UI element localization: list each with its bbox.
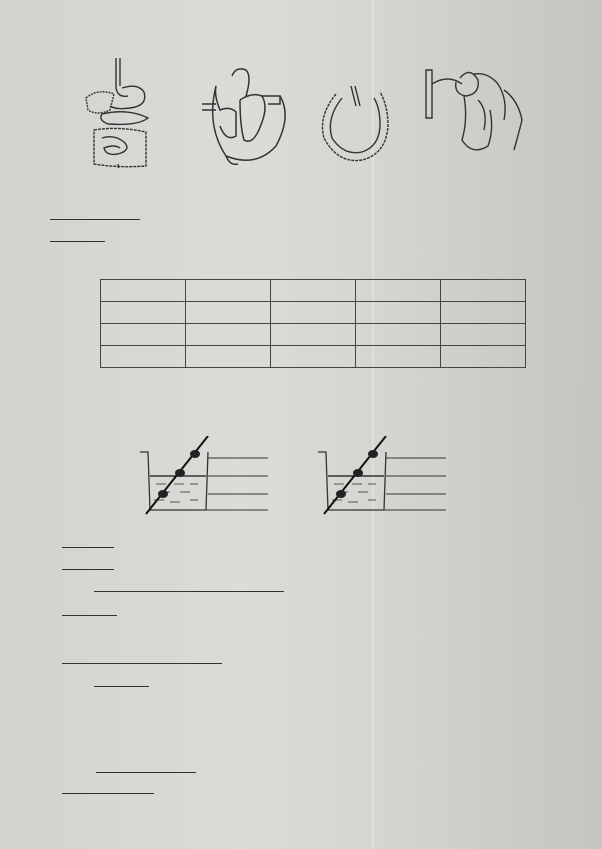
q29-sub2-answer-blank[interactable]: [50, 205, 140, 220]
q30-sub4: [62, 649, 222, 670]
table-header: [441, 280, 526, 302]
table-row: [101, 346, 526, 368]
table-header: [186, 280, 271, 302]
table-cell: [186, 324, 271, 346]
q30-sub1-answer-blank[interactable]: [62, 533, 114, 548]
table-cell: [356, 346, 441, 368]
nephron-diagram: [418, 60, 538, 160]
table-cell: [441, 346, 526, 368]
q30-sub4-condition-blank[interactable]: [62, 649, 222, 664]
q30-sub2-conclusion-blank[interactable]: [94, 577, 284, 592]
table-cell: [101, 324, 186, 346]
digestive-system-diagram: [58, 58, 178, 168]
table-cell: [271, 324, 356, 346]
table-cell: [271, 346, 356, 368]
q30-sub3: [62, 601, 117, 622]
beaker-25c-diagram: [140, 436, 270, 520]
urine-composition-table: [100, 279, 526, 368]
table-header: [271, 280, 356, 302]
table-cell: [271, 302, 356, 324]
q30-sub3-answer-blank[interactable]: [62, 601, 117, 616]
q31-sub1-answer-blank[interactable]: [96, 758, 196, 773]
q30-sub2-cont: [94, 577, 284, 598]
table-header: [356, 280, 441, 302]
table-cell: [356, 302, 441, 324]
table-row: [101, 324, 526, 346]
table-cell: [186, 302, 271, 324]
table-header: [101, 280, 186, 302]
q29-sub2: [50, 205, 140, 226]
alveolus-diagram: [318, 86, 398, 166]
table-cell: [101, 346, 186, 368]
beaker-0c-diagram: [318, 436, 448, 520]
q30-sub2: [62, 555, 114, 576]
table-row: [101, 302, 526, 324]
table-cell: [441, 302, 526, 324]
q31-sub2: [62, 779, 154, 800]
q31-sub2-answer-blank[interactable]: [62, 779, 154, 794]
table-header-row: [101, 280, 526, 302]
table-cell: [186, 346, 271, 368]
q31-sub1-cont2: [96, 758, 196, 779]
q30-sub4-nutrient-blank[interactable]: [94, 672, 149, 687]
table-cell: [441, 324, 526, 346]
q30-sub4-cont: [94, 672, 149, 693]
q30-sub2-variable-blank[interactable]: [62, 555, 114, 570]
heart-diagram: [196, 66, 296, 166]
table-cell: [101, 302, 186, 324]
q29-sub3-answer-blank[interactable]: [50, 227, 105, 242]
q30-sub1: [62, 533, 114, 554]
q29-sub3: [50, 227, 105, 248]
table-cell: [356, 324, 441, 346]
